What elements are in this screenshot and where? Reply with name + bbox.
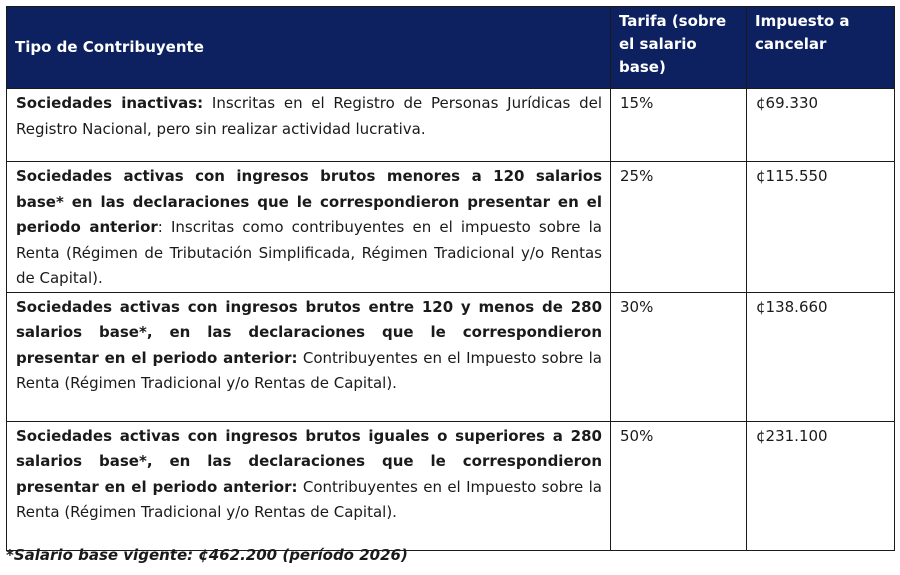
row-description-bold: Sociedades activas con ingresos brutos entre 120 y menos de 280 salarios base*, en las declaraciones que le correspondieron presentar en el periodo anterior:: [16, 297, 602, 367]
row-impuesto: ¢115.550: [747, 162, 895, 293]
header-tarifa: Tarifa (sobre el salario base): [611, 7, 747, 89]
row-impuesto: ¢69.330: [747, 89, 895, 162]
row-description-text: Contribuyentes en el Impuesto sobre la Renta (Régimen Tradicional y/o Rentas de Capital).: [16, 477, 602, 521]
salary-base-footnote: *Salario base vigente: ¢462.200 (período 2026): [6, 546, 408, 564]
row-description-text: Contribuyentes en el Impuesto sobre la Renta (Régimen Tradicional y/o Rentas de Capital).: [16, 348, 602, 392]
table-row: [7, 89, 895, 162]
row-description-text: : Inscritas como contribuyentes en el impuesto sobre la Renta (Régimen de Tributación Simplificada, Régimen Tradicional y/o Rentas de Capital).: [16, 218, 603, 287]
table-header-row: [7, 7, 895, 89]
header-impuesto: Impuesto a cancelar: [747, 7, 895, 89]
row-description: [7, 89, 611, 162]
table-row: [7, 292, 895, 421]
row-description-bold: Sociedades activas con ingresos brutos iguales o superiores a 280 salarios base*, en las declaraciones que le correspondieron presentar en el periodo anterior:: [16, 426, 602, 496]
table-row: [7, 162, 895, 293]
row-impuesto: ¢138.660: [747, 292, 895, 421]
tax-rate-table: [6, 6, 895, 551]
row-description-bold: Sociedades inactivas:: [16, 94, 204, 112]
row-impuesto: ¢231.100: [747, 421, 895, 550]
row-description-bold: Sociedades activas con ingresos brutos menores a 120 salarios base* en las declaraciones que le correspondieron presentar en el periodo anterior: [16, 167, 602, 236]
table-row: [7, 421, 895, 550]
row-tarifa: 50%: [611, 421, 747, 550]
row-description: [7, 292, 611, 421]
row-description: [7, 162, 611, 293]
row-tarifa: 15%: [611, 89, 747, 162]
row-tarifa: 30%: [611, 292, 747, 421]
row-tarifa: 25%: [611, 162, 747, 293]
row-description: [7, 421, 611, 550]
header-tipo-contribuyente: Tipo de Contribuyente: [7, 7, 611, 89]
row-description-text: Inscritas en el Registro de Personas Jurídicas del Registro Nacional, pero sin realizar actividad lucrativa.: [16, 94, 602, 138]
